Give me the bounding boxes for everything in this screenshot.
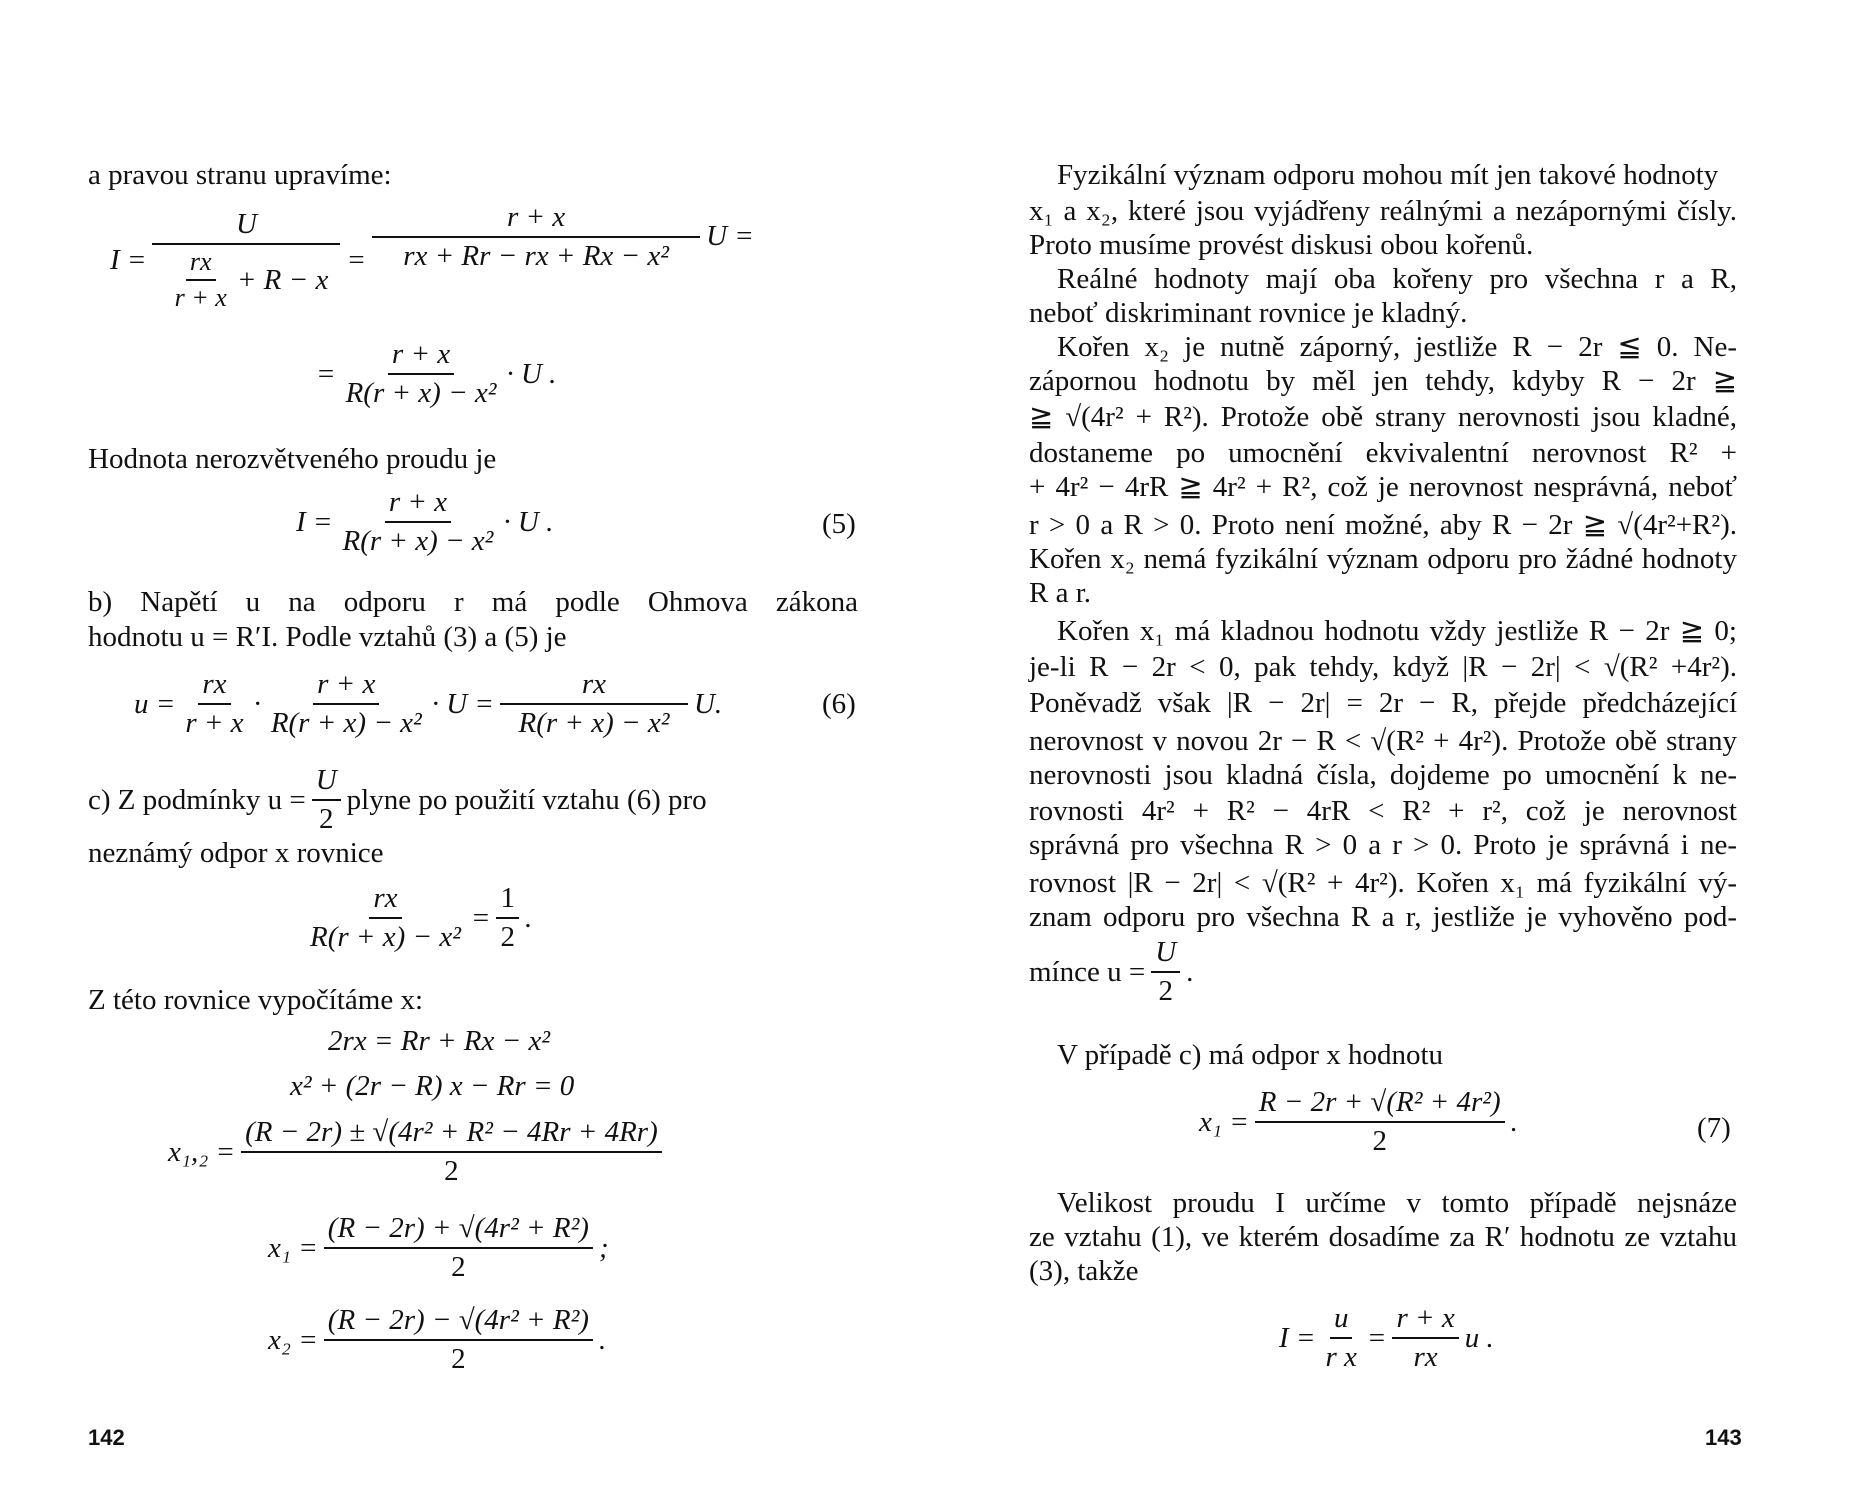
- right-line-15: Poněvadž však |R − 2r| = 2r − R, přejde předcházející: [1029, 687, 1737, 719]
- right-line-0: Fyzikální význam odporu mohou mít jen takové hodnoty: [1057, 159, 1719, 191]
- right-line-7: ≧ √(4r² + R²). Protože obě strany nerovnosti jsou kladné,: [1029, 401, 1737, 433]
- equation-x2: x₂ = $\frac{\text{(R − 2r) − √(4r² + R²)}}{2}$ .: [268, 1304, 607, 1375]
- equation-b: x² + (2r − R) x − Rr = 0: [290, 1070, 575, 1102]
- right-line-5: Kořen x₂ je nutně záporný, jestliže R − 2r ≦ 0. Ne-: [1057, 331, 1737, 363]
- final-line-2: (3), takže: [1029, 1255, 1139, 1287]
- right-line-20: rovnost |R − 2r| < √(R² + 4r²). Kořen x₁ má fyzikální vý-: [1029, 867, 1737, 899]
- eq1-frac1: [152, 208, 340, 313]
- equation-number-6: (6): [822, 688, 856, 720]
- right-line-13: Kořen x₁ má kladnou hodnotu vždy jestliže R − 2r ≧ 0;: [1057, 615, 1737, 647]
- right-line-17: nerovnosti jsou kladná čísla, dojdeme po umocnění k ne-: [1029, 759, 1737, 791]
- paragraph-b-line2: hodnotu u = R′I. Podle vztahů (3) a (5) je: [88, 621, 567, 653]
- equation-number-5: (5): [822, 508, 856, 540]
- right-line-3: Reálné hodnoty mají oba kořeny pro všechna r a R,: [1057, 263, 1737, 295]
- right-line-6: zápornou hodnotu by měl jen tehdy, kdyby R − 2r ≧: [1029, 365, 1737, 397]
- equation-final: I = $\frac{u}{\text{r x}}$ = $\frac{r + x}{rx}$ u .: [1279, 1302, 1494, 1373]
- page-number-right: 143: [1705, 1425, 1742, 1450]
- equation-number-7: (7): [1697, 1112, 1731, 1144]
- equation-6: u = $\frac{rx}{r + x}$ · $\frac{r + x}{\text{R(r + x) − x²}}$ · U = $\frac{rx}{\text{R(r + x) − x²}}$ U.: [134, 668, 723, 739]
- equation-1b: = $\frac{r + x}{\text{R(r + x) − x²}}$ · U .: [316, 338, 557, 409]
- right-line-14: je-li R − 2r < 0, pak tehdy, když |R − 2r| < √(R² +4r²).: [1029, 651, 1737, 683]
- right-line-2: Proto musíme provést diskusi obou kořenů.: [1029, 229, 1534, 261]
- current-text: Hodnota nerozvětveného proudu je: [88, 443, 497, 475]
- final-line-0: Velikost proudu I určíme v tomto případě nejsnáze: [1057, 1187, 1737, 1219]
- page-number-left: 142: [88, 1425, 125, 1450]
- right-line-19: správná pro všechna R > 0 a r > 0. Proto je správná i ne-: [1029, 829, 1737, 861]
- right-line-9: + 4r² − 4rR ≧ 4r² + R², což je nerovnost nesprávná, neboť: [1029, 471, 1737, 503]
- intro-text: a pravou stranu upravíme:: [88, 159, 392, 191]
- eq1-inner-frac: $\frac{rx}{r + x}$: [174, 247, 227, 312]
- equation-7: x₁ = $\frac{\text{R − 2r + √(R² + 4r²)}}{2}$ .: [1199, 1086, 1518, 1157]
- right-line-11: Kořen x₂ nemá fyzikální význam odporu pro žádné hodnoty: [1029, 543, 1737, 575]
- equation-1: I = U $\frac{rx}{r + x}$ + R − x = $\frac{r + x}{\text{rx + Rr − rx + Rx − x²}}$ U =: [110, 200, 754, 312]
- right-line-8: dostaneme po umocnění ekvivalentní nerovnost R² +: [1029, 437, 1737, 469]
- right-line-12: R a r.: [1029, 577, 1092, 609]
- eq1-f1-den-rest: + R − x: [236, 263, 329, 296]
- paragraph-b-line1: b) Napětí u na odporu r má podle Ohmova zákona: [88, 586, 858, 618]
- equation-5: I = $\frac{r + x}{\text{R(r + x) − x²}}$ · U .: [296, 486, 554, 557]
- right-line-1: x₁ a x₂, které jsou vyjádřeny reálnými a nezápornými čísly.: [1029, 195, 1737, 227]
- solve-text: Z této rovnice vypočítáme x:: [88, 984, 424, 1016]
- equation-x12: x₁,₂ = $\frac{\text{(R − 2r) ± √(4r² + R² − 4Rr + 4Rr)}}{2}$: [168, 1116, 668, 1188]
- equation-a: 2rx = Rr + Rx − x²: [328, 1025, 551, 1057]
- case-c-text: V případě c) má odpor x hodnotu: [1057, 1039, 1444, 1071]
- equation-x1: x₁ = $\frac{\text{(R − 2r) + √(4r² + R²)}}{2}$ ;: [268, 1212, 609, 1283]
- eq1-frac2: $\frac{r + x}{\text{rx + Rr − rx + Rx − x²}}$: [372, 201, 700, 273]
- eq1-f1-num: U: [152, 208, 340, 245]
- right-page: [937, 0, 1874, 1500]
- right-line-10: r > 0 a R > 0. Proto není možné, aby R − 2r ≧ √(4r²+R²).: [1029, 509, 1737, 541]
- right-line-4: neboť diskriminant rovnice je kladný.: [1029, 297, 1468, 329]
- right-line-16: nerovnost v novou 2r − R < √(R² + 4r²). Protože obě strany: [1029, 725, 1737, 757]
- condition-line: mínce u = $\frac{U}{2}$ .: [1029, 936, 1194, 1007]
- eq1-lhs: I =: [110, 244, 147, 276]
- final-line-1: ze vztahu (1), ve kterém dosadíme za R′ hodnotu ze vztahu: [1029, 1221, 1737, 1253]
- paragraph-c-line2: neznámý odpor x rovnice: [88, 837, 384, 869]
- right-line-21: znam odporu pro všechna R a r, jestliže je vyhověno pod-: [1029, 901, 1737, 933]
- right-line-18: rovnosti 4r² + R² − 4rR < R² + r², což je nerovnost: [1029, 795, 1737, 827]
- paragraph-c-line1: c) Z podmínky u = $\frac{U}{2}$ plyne po použití vztahu (6) pro: [88, 764, 707, 835]
- equation-half: $\frac{rx}{\text{R(r + x) − x²}}$ = $\frac{1}{2}$ .: [310, 882, 533, 953]
